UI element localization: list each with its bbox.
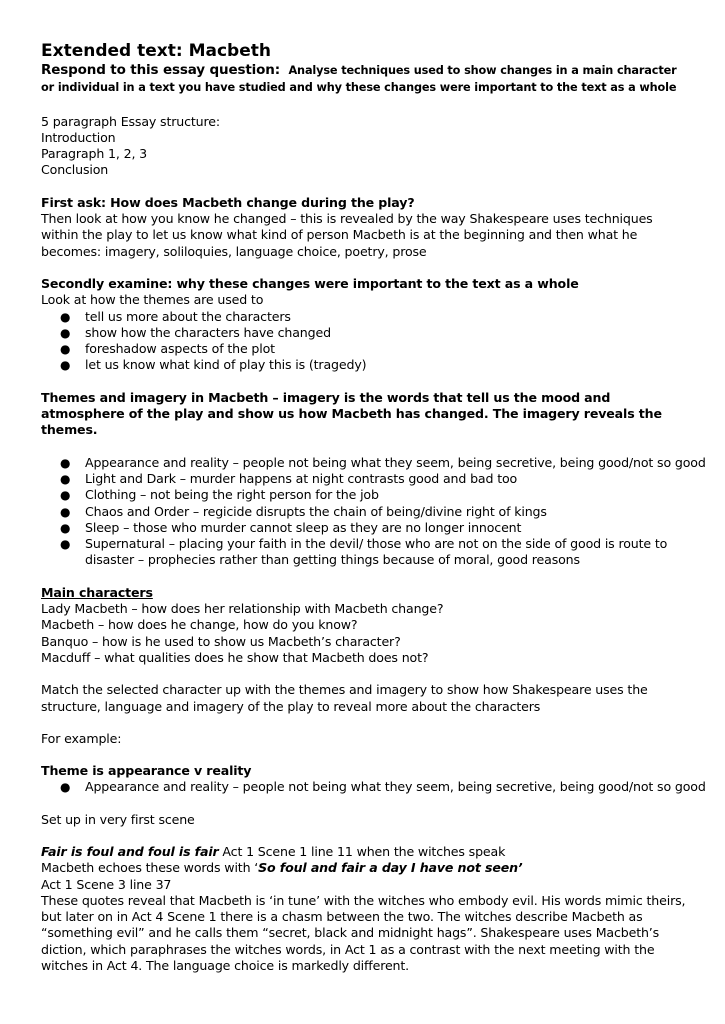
quote-so-foul: So foul and fair a day I have not seen’ — [258, 860, 523, 876]
essay-prompt — [41, 62, 691, 97]
first-section — [41, 195, 691, 260]
quote-ref-2: Act 1 Scene 3 line 37 — [41, 876, 172, 892]
echo-prefix: Macbeth echoes these words with ‘ — [41, 860, 259, 876]
prompt-lead: Respond to this essay question: — [41, 62, 280, 78]
character-line: Macduff – what qualities does he show that Macbeth does not? — [41, 649, 429, 665]
example-label: For example: — [41, 730, 122, 746]
bullet-icon: ● — [60, 520, 71, 535]
theme-av-bullets — [41, 779, 706, 795]
structure-item: Conclusion — [41, 162, 109, 178]
list-item: ● Chaos and Order – regicide disrupts the chain of being/divine right of kings — [60, 503, 547, 519]
bullet-icon: ● — [60, 488, 71, 503]
themes-bullets — [41, 454, 706, 569]
prompt-question: Analyse techniques used to show changes in a main character or individual in a text you have studied and why these changes were important to the text as a whole — [41, 64, 677, 95]
second-section — [41, 276, 691, 374]
bullet-icon: ● — [60, 309, 71, 324]
themes-section — [41, 389, 706, 569]
bullet-icon: ● — [60, 455, 71, 470]
analysis-paragraph: These quotes reveal that Macbeth is ‘in tune’ with the witches who embody evil. His words mimic theirs, but later on in Act 4 Scene 1 there is a chasm between the two. The witches describe Macbeth as “something evil” and he calls them “secret, black and midnight hags”. Shakespeare uses Macbeth’s diction, which paraphrases the witches words, in Act 1 as a contrast with the next meeting with the witches in Act 4. The language choice is markedly different. — [41, 892, 686, 974]
second-heading: Secondly examine: why these changes were important to the text as a whole — [41, 275, 579, 291]
match-paragraph: Match the selected character up with the themes and imagery to show how Shakespeare uses the structure, language and imagery of the play to reveal more about the characters — [41, 682, 648, 714]
first-heading: First ask: How does Macbeth change during the play? — [41, 194, 415, 210]
main-characters-heading: Main characters — [41, 584, 153, 600]
list-item: ● foreshadow aspects of the plot — [60, 341, 275, 357]
character-line: Lady Macbeth – how does her relationship with Macbeth change? — [41, 601, 444, 617]
bullet-icon: ● — [60, 358, 71, 373]
list-item: ● Light and Dark – murder happens at night contrasts good and bad too — [60, 470, 518, 486]
quote-ref-1: Act 1 Scene 1 line 11 when the witches speak — [218, 843, 506, 859]
structure-item: Introduction — [41, 129, 116, 145]
bullet-icon: ● — [60, 780, 71, 795]
document-page — [41, 40, 706, 974]
list-item: ● tell us more about the characters — [60, 308, 291, 324]
character-line: Macbeth – how does he change, how do you know? — [41, 617, 358, 633]
list-item: ● Sleep – those who murder cannot sleep as they are no longer innocent — [60, 519, 522, 535]
quote-fair-is-foul: Fair is foul and foul is fair — [41, 843, 219, 859]
setup-line: Set up in very first scene — [41, 811, 195, 827]
theme-av-section — [41, 763, 706, 796]
list-item: ● Appearance and reality – people not being what they seem, being secretive, being good/not so good — [60, 779, 706, 795]
theme-av-heading: Theme is appearance v reality — [41, 763, 252, 779]
list-item: ● Supernatural – placing your faith in the devil/ those who are not on the side of good is route to disaster – prophecies rather than getting things because of moral, good reasons — [60, 536, 668, 568]
quote-line-2 — [41, 860, 691, 876]
list-item: ● Clothing – not being the right person for the job — [60, 487, 379, 503]
document-title: Extended text: Macbeth — [41, 41, 271, 61]
bullet-icon: ● — [60, 504, 71, 519]
essay-structure — [41, 114, 691, 179]
quotes-section — [41, 844, 691, 974]
bullet-icon: ● — [60, 342, 71, 357]
second-bullets — [41, 309, 691, 374]
quote-line-1 — [41, 844, 691, 860]
list-item: ● show how the characters have changed — [60, 324, 331, 340]
main-characters-section — [41, 585, 691, 666]
structure-item: Paragraph 1, 2, 3 — [41, 146, 148, 162]
bullet-icon: ● — [60, 537, 71, 552]
first-body: Then look at how you know he changed – this is revealed by the way Shakespeare uses techniques within the play to let us know what kind of person Macbeth is at the beginning and then what he becomes: imagery, soliloquies, language choice, poetry, prose — [41, 211, 653, 259]
bullet-icon: ● — [60, 471, 71, 486]
bullet-icon: ● — [60, 325, 71, 340]
character-line: Banquo – how is he used to show us Macbeth’s character? — [41, 633, 401, 649]
second-intro: Look at how the themes are used to — [41, 292, 264, 308]
structure-heading: 5 paragraph Essay structure: — [41, 113, 220, 129]
list-item: ● Appearance and reality – people not being what they seem, being secretive, being good/not so good — [60, 454, 706, 470]
list-item: ● let us know what kind of play this is (tragedy) — [60, 357, 367, 373]
themes-heading: Themes and imagery in Macbeth – imagery is the words that tell us the mood and atmosphere of the play and show us how Macbeth has changed. The imagery reveals the themes. — [41, 389, 662, 438]
